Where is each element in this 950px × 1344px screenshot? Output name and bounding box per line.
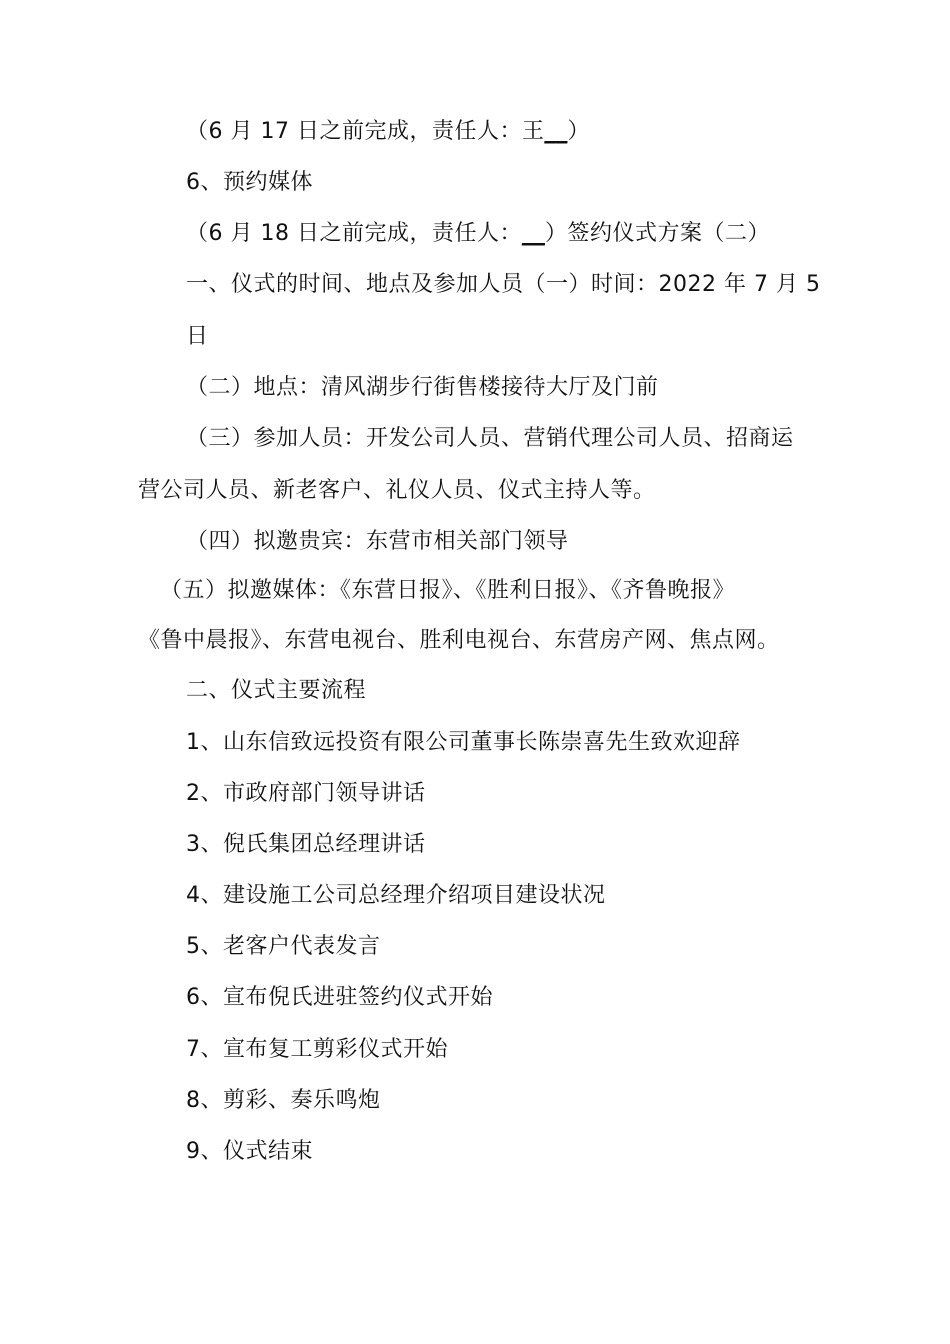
text-line: 营公司人员、新老客户、礼仪人员、仪式主持人等。	[138, 478, 656, 503]
blank-field: __	[521, 221, 545, 246]
text-line: 6、预约媒体	[186, 170, 313, 195]
list-item: 4、建设施工公司总经理介绍项目建设状况	[186, 883, 606, 908]
list-item: 9、仪式结束	[186, 1139, 313, 1164]
list-item: 6、宣布倪氏进驻签约仪式开始	[186, 985, 493, 1010]
text-line: （四）拟邀贵宾：东营市相关部门领导	[186, 529, 569, 554]
text-line: （五）拟邀媒体：《东营日报》、《胜利日报》、《齐鲁晚报》	[160, 578, 736, 603]
text-line: 日	[186, 324, 209, 349]
blank-field: __	[544, 119, 568, 144]
list-item: 5、老客户代表发言	[186, 934, 381, 959]
list-item: 2、市政府部门领导讲话	[186, 781, 426, 806]
list-item: 8、剪彩、奏乐鸣炮	[186, 1088, 381, 1113]
list-item: 7、宣布复工剪彩仪式开始	[186, 1037, 448, 1062]
text-line: （6 月 18 日之前完成，责任人：__）签约仪式方案（二）	[186, 221, 770, 246]
list-item: 1、山东信致远投资有限公司董事长陈崇喜先生致欢迎辞	[186, 730, 741, 755]
text-line: （6 月 17 日之前完成，责任人：王__）	[186, 119, 590, 144]
section-heading: 二、仪式主要流程	[186, 678, 367, 703]
text-line: 一、仪式的时间、地点及参加人员（一）时间：2022 年 7 月 5	[186, 272, 821, 297]
text-line: 《鲁中晨报》、东营电视台、胜利电视台、东营房产网、焦点网。	[138, 628, 780, 653]
text-line: （二）地点：清风湖步行街售楼接待大厅及门前	[186, 375, 659, 400]
list-item: 3、倪氏集团总经理讲话	[186, 832, 426, 857]
text-line: （三）参加人员：开发公司人员、营销代理公司人员、招商运	[186, 426, 794, 451]
